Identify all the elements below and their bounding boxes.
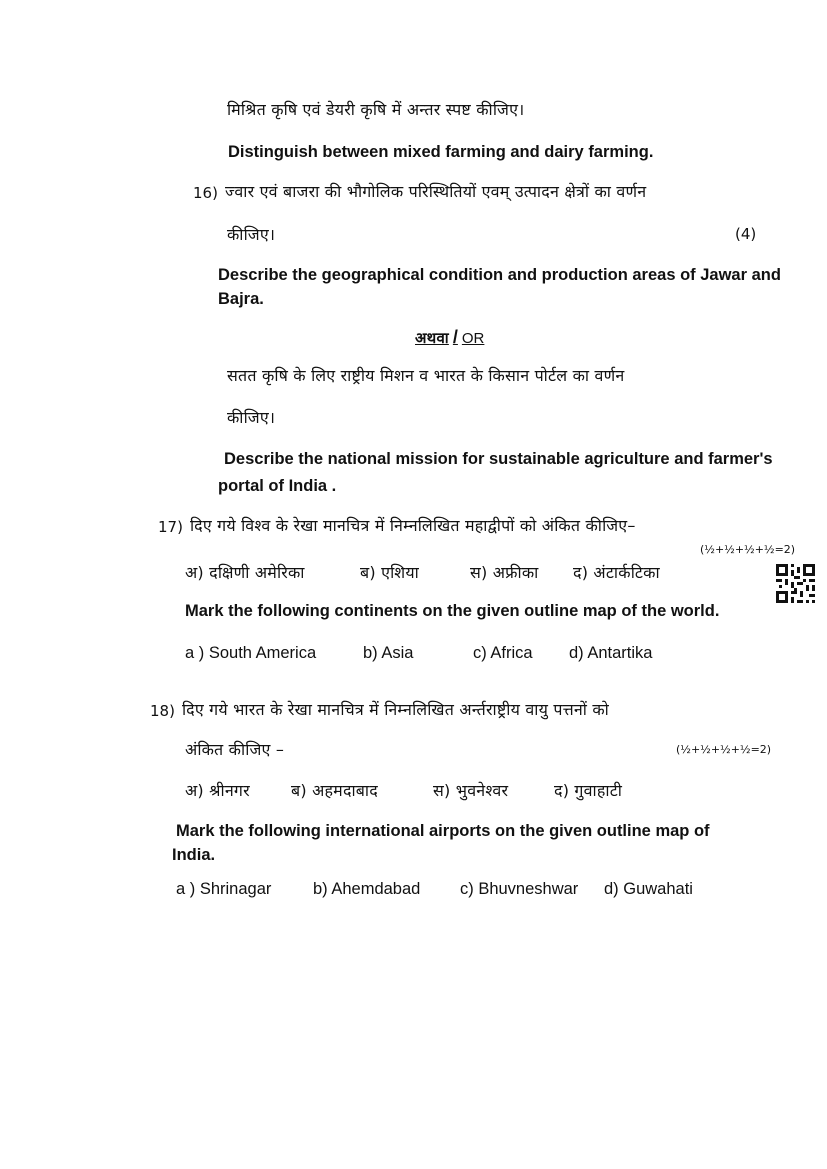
q17-hindi-option-a: अ) दक्षिणी अमेरिका — [185, 563, 305, 582]
q17-hindi-option-d: द) अंटार्कटिका — [573, 563, 660, 582]
q18-hindi-option-d: द) गुवाहाटी — [554, 781, 623, 800]
q18-hindi-option-b: ब) अहमदाबाद — [291, 781, 378, 800]
q15-hindi-text: मिश्रित कृषि एवं डेयरी कृषि में अन्तर स्पष्ट कीजिए। — [227, 100, 525, 119]
or-divider — [415, 327, 484, 349]
or-separator: / — [452, 327, 458, 347]
q18-hindi-line2: अंकित कीजिए – — [185, 740, 285, 759]
q18-hindi-option-c: स) भुवनेश्वर — [433, 781, 509, 800]
q18-number: 18) — [150, 702, 175, 720]
q18-marks: (½+½+½+½=2) — [676, 743, 772, 756]
q17-english-option-c: c) Africa — [473, 644, 533, 662]
q16-english-line2: Bajra. — [218, 290, 264, 308]
q18-english-option-b: b) Ahemdabad — [313, 880, 421, 898]
q18-english-option-c: c) Bhuvneshwar — [460, 880, 579, 898]
q17-english-text: Mark the following continents on the given outline map of the world. — [185, 602, 720, 620]
q18-english-option-d: d) Guwahati — [604, 880, 693, 898]
q17-english-option-a: a ) South America — [185, 644, 317, 662]
q15-english-text: Distinguish between mixed farming and dairy farming. — [228, 143, 654, 161]
q16-number: 16) — [193, 184, 218, 202]
q17-hindi-option-b: ब) एशिया — [360, 563, 419, 582]
q17-english-option-b: b) Asia — [363, 644, 414, 662]
q18-hindi-line1: दिए गये भारत के रेखा मानचित्र में निम्नलिखित अर्न्तराष्ट्रीय वायु पत्तनों को — [182, 700, 610, 719]
q18-english-line1: Mark the following international airports on the given outline map of — [176, 822, 710, 840]
q17-number: 17) — [158, 518, 183, 536]
q16-english-line1: Describe the geographical condition and production areas of Jawar and — [218, 266, 781, 284]
q16-hindi-line1: ज्वार एवं बाजरा की भौगोलिक परिस्थितियों एवम् उत्पादन क्षेत्रों का वर्णन — [225, 182, 647, 201]
or-english-label: OR — [461, 330, 485, 347]
or-hindi-label: अथवा — [415, 329, 449, 347]
q17-english-option-d: d) Antartika — [569, 644, 653, 662]
q16-alt-hindi-line1: सतत कृषि के लिए राष्ट्रीय मिशन व भारत के किसान पोर्टल का वर्णन — [227, 366, 625, 385]
q17-marks: (½+½+½+½=2) — [700, 543, 796, 556]
q16-hindi-line2: कीजिए। — [227, 225, 276, 244]
q16-marks: (4) — [735, 225, 757, 243]
q16-alt-english-line1: Describe the national mission for sustainable agriculture and farmer's — [224, 450, 773, 468]
qr-code-icon — [776, 564, 815, 603]
q16-alt-english-line2: portal of India . — [218, 477, 337, 495]
q17-hindi-text: दिए गये विश्व के रेखा मानचित्र में निम्नलिखित महाद्वीपों को अंकित कीजिए– — [190, 516, 636, 535]
q18-english-option-a: a ) Shrinagar — [176, 880, 272, 898]
q18-english-line2: India. — [172, 846, 216, 864]
q18-hindi-option-a: अ) श्रीनगर — [185, 781, 250, 800]
q16-alt-hindi-line2: कीजिए। — [227, 408, 276, 427]
q17-hindi-option-c: स) अफ्रीका — [470, 563, 539, 582]
